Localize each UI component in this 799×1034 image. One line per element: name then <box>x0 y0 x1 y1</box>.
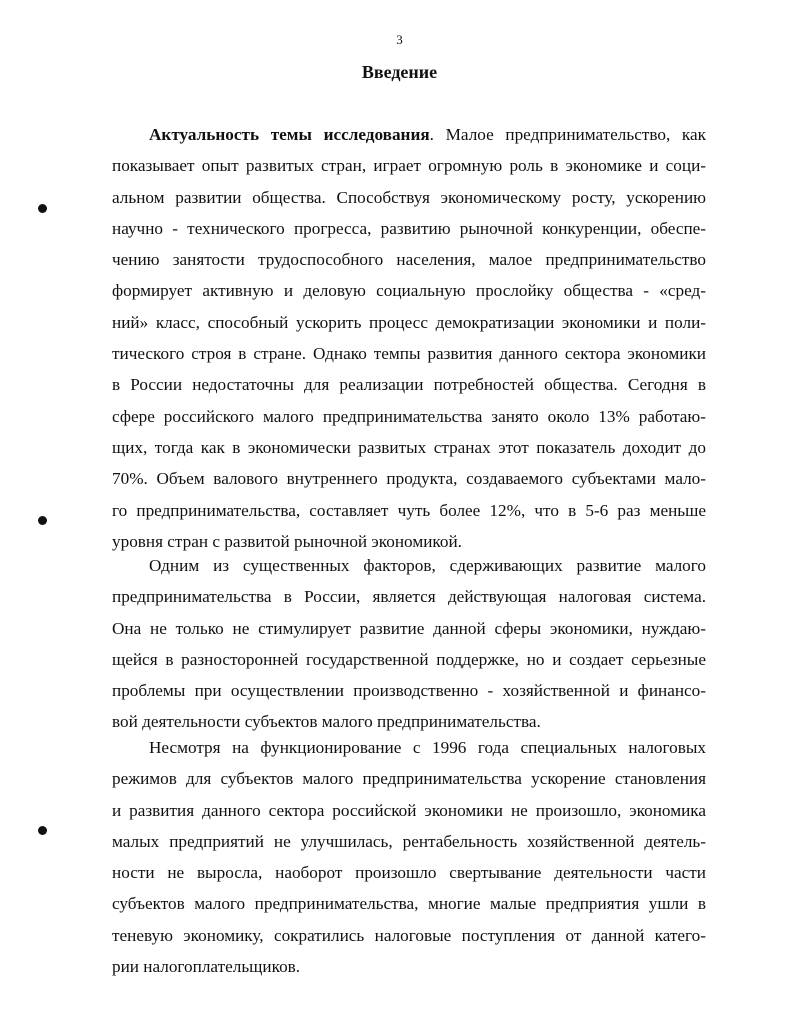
paragraph-line: альном развитии общества. Способствуя экономическому росту, ускорению <box>112 187 706 207</box>
paragraph-line: 70%. Объем валового внутреннего продукта, создаваемого субъектами мало- <box>112 469 706 489</box>
paragraph-line: тического строя в стране. Однако темпы развития данного сектора экономики <box>112 344 706 364</box>
paragraph-lead: Актуальность темы исследования <box>149 125 430 144</box>
paragraph-line: научно - технического прогресса, развитию рыночной конкуренции, обеспе- <box>112 218 706 238</box>
paragraph-line: формирует активную и деловую социальную прослойку общества - «сред- <box>112 281 706 301</box>
paragraph-line: Она не только не стимулирует развитие данной сферы экономики, нуждаю- <box>112 618 706 638</box>
paragraph-line: Актуальность темы исследования. Малое предпринимательство, как <box>149 125 706 144</box>
paragraph-relevance <box>112 119 706 557</box>
paragraph-line: Несмотря на функционирование с 1996 года специальных налоговых <box>149 738 706 757</box>
paragraph-line: рии налогоплательщиков. <box>112 957 301 977</box>
paragraph-line: ний» класс, способный ускорить процесс демократизации экономики и поли- <box>112 312 706 332</box>
paragraph-line: субъектов малого предпринимательства, многие малые предприятия ушли в <box>112 894 706 914</box>
section-title: Введение <box>361 62 438 82</box>
paragraph-line: щейся в разносторонней государственной поддержке, но и создает серьезные <box>112 649 706 669</box>
paragraph-line: го предпринимательства, составляет чуть более 12%, что в 5-6 раз меньше <box>112 500 706 520</box>
paragraph-tax-system <box>112 550 706 738</box>
paragraph-special-regimes <box>112 732 706 982</box>
paragraph-line: режимов для субъектов малого предпринимательства ускорение становления <box>112 769 706 789</box>
paragraph-line: теневую экономику, сократились налоговые поступления от данной катего- <box>112 925 706 945</box>
paragraph-line: Одним из существенных факторов, сдерживающих развитие малого <box>149 556 706 575</box>
paragraph-line: сфере российского малого предпринимательства занято около 13% работаю- <box>112 406 706 426</box>
paragraph-line: вой деятельности субъектов малого предпринимательства. <box>112 712 541 732</box>
page-number: 3 <box>396 32 403 47</box>
binding-hole-mark <box>38 516 47 525</box>
paragraph-line: малых предприятий не улучшилась, рентабельность хозяйственной деятель- <box>112 831 706 851</box>
paragraph-line: чению занятости трудоспособного населения, малое предпринимательство <box>112 250 706 270</box>
paragraph-line: показывает опыт развитых стран, играет огромную роль в экономике и соци- <box>112 156 706 176</box>
paragraph-line: щих, тогда как в экономически развитых странах этот показатель доходит до <box>112 437 706 457</box>
paragraph-line: предпринимательства в России, является действующая налоговая система. <box>112 587 706 607</box>
paragraph-line: в России недостаточны для реализации потребностей общества. Сегодня в <box>112 375 706 395</box>
paragraph-line: и развития данного сектора российской экономики не произошло, экономика <box>112 800 706 820</box>
paragraph-line: ности не выросла, наоборот произошло свертывание деятельности части <box>112 863 706 883</box>
paragraph-line: уровня стран с развитой рыночной экономикой. <box>112 531 462 551</box>
binding-hole-mark <box>38 826 47 835</box>
paragraph-line: проблемы при осуществлении производственно - хозяйственной и финансо- <box>112 681 706 701</box>
binding-hole-mark <box>38 204 47 213</box>
